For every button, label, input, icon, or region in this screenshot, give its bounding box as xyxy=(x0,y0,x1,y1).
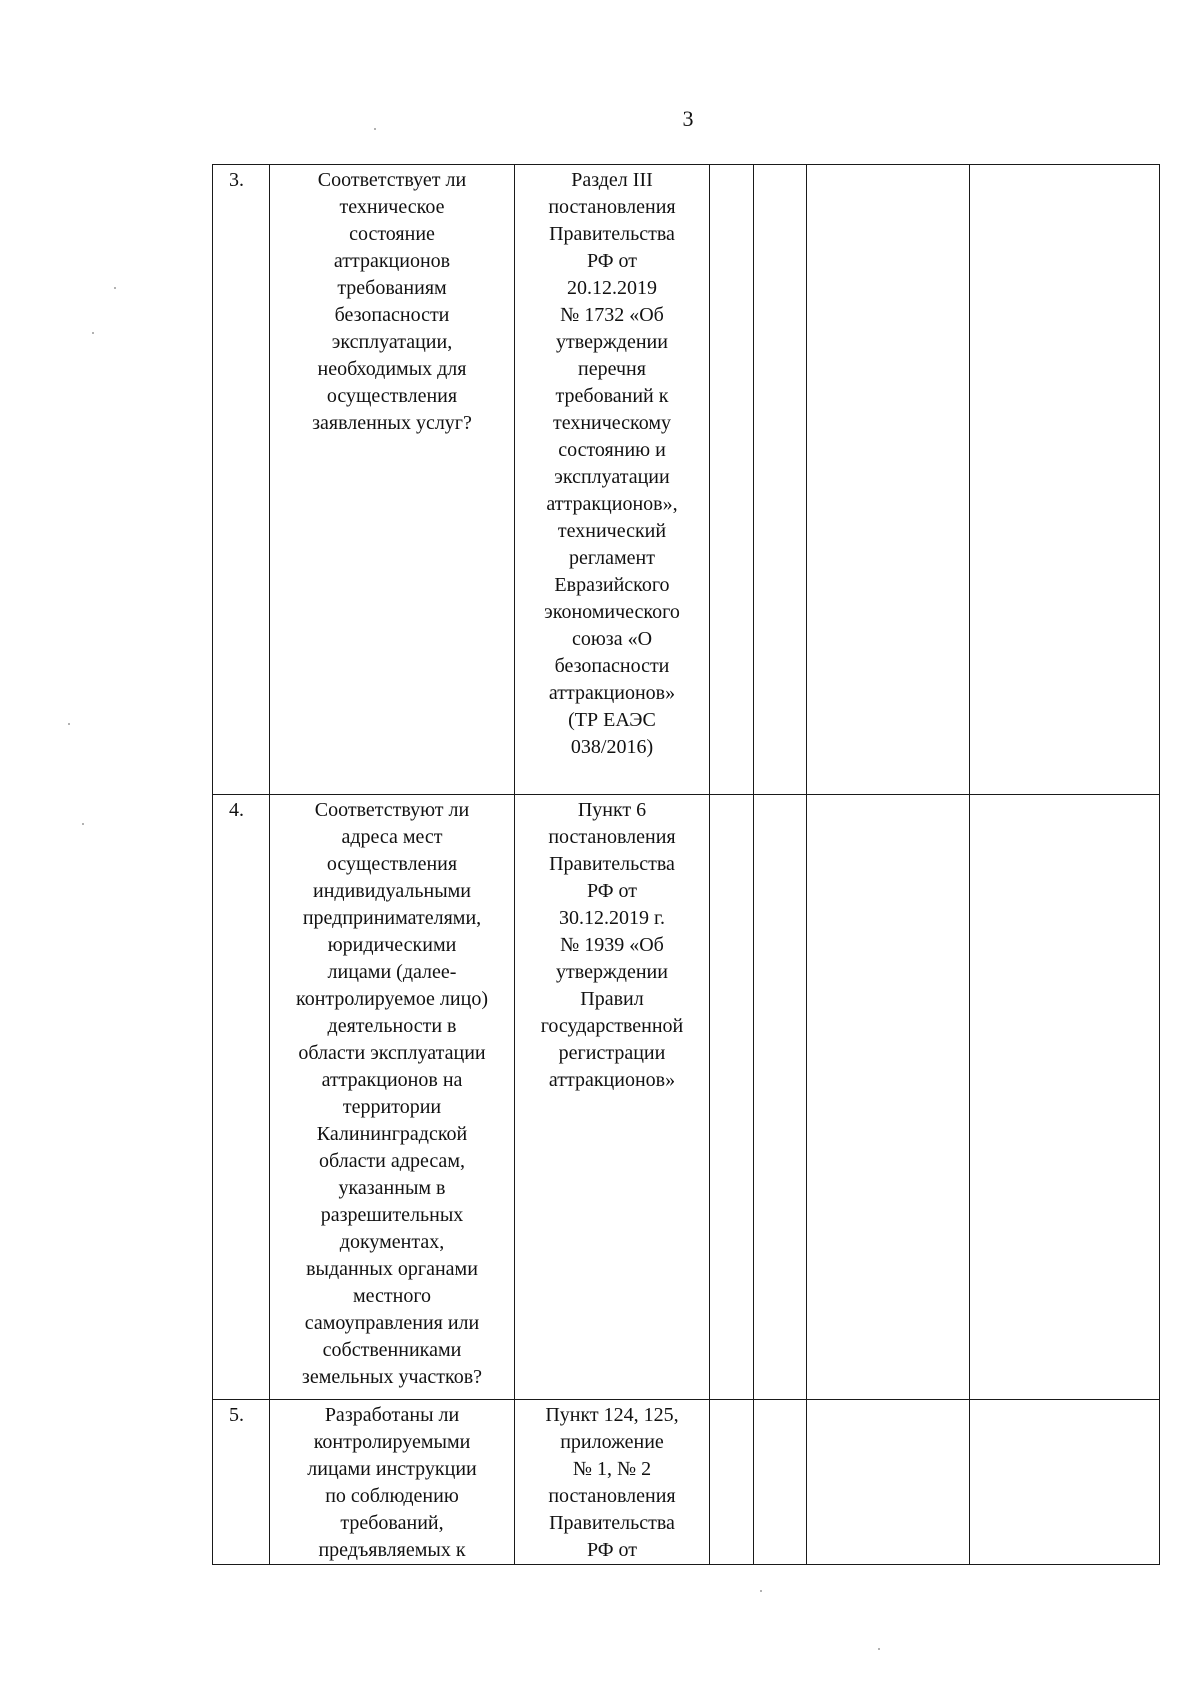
scan-speck xyxy=(114,287,116,289)
scan-speck xyxy=(68,723,70,725)
table-row xyxy=(213,165,1160,795)
row-number: 3. xyxy=(213,165,270,795)
comment-cell xyxy=(970,165,1160,795)
reference-cell: Раздел III постановления Правительства РФ от 20.12.2019 № 1732 «Об утверждении перечня требований к техническому состоянию и эксплуатации аттракционов», технический регламент Евразийского экономического союза «О безопасности аттракционов» (ТР ЕАЭС 038/2016) xyxy=(515,165,710,795)
not-applicable-cell xyxy=(807,795,970,1400)
question-cell: Соответствует ли техническое состояние аттракционов требованиям безопасности эксплуатации, необходимых для осуществления заявленных услуг? xyxy=(270,165,515,795)
reference-cell: Пункт 6 постановления Правительства РФ от 30.12.2019 г. № 1939 «Об утверждении Правил государственной регистрации аттракционов» xyxy=(515,795,710,1400)
answer-no-cell xyxy=(754,1400,807,1565)
scan-speck xyxy=(878,1648,880,1650)
row-number: 5. xyxy=(213,1400,270,1565)
answer-yes-cell xyxy=(710,795,754,1400)
table-row xyxy=(213,795,1160,1400)
scan-speck xyxy=(92,332,94,334)
table-row xyxy=(213,1400,1160,1565)
scan-speck xyxy=(374,128,376,130)
page-number: 3 xyxy=(682,106,694,131)
question-cell: Соответствуют ли адреса мест осуществления индивидуальными предпринимателями, юридическими лицами (далее- контролируемое лицо) деятельности в области эксплуатации аттракционов на территории Калининградской области адресам, указанным в разрешительных документах, выданных органами местного самоуправления или собственниками земельных участков? xyxy=(270,795,515,1400)
answer-no-cell xyxy=(754,795,807,1400)
question-cell: Разработаны ли контролируемыми лицами инструкции по соблюдению требований, предъявляемых к xyxy=(270,1400,515,1565)
answer-yes-cell xyxy=(710,165,754,795)
row-number: 4. xyxy=(213,795,270,1400)
comment-cell xyxy=(970,1400,1160,1565)
comment-cell xyxy=(970,795,1160,1400)
not-applicable-cell xyxy=(807,1400,970,1565)
scan-speck xyxy=(82,823,84,825)
not-applicable-cell xyxy=(807,165,970,795)
answer-no-cell xyxy=(754,165,807,795)
scan-speck xyxy=(760,1590,762,1592)
answer-yes-cell xyxy=(710,1400,754,1565)
checklist-table xyxy=(212,164,1160,1565)
reference-cell: Пункт 124, 125, приложение № 1, № 2 постановления Правительства РФ от xyxy=(515,1400,710,1565)
